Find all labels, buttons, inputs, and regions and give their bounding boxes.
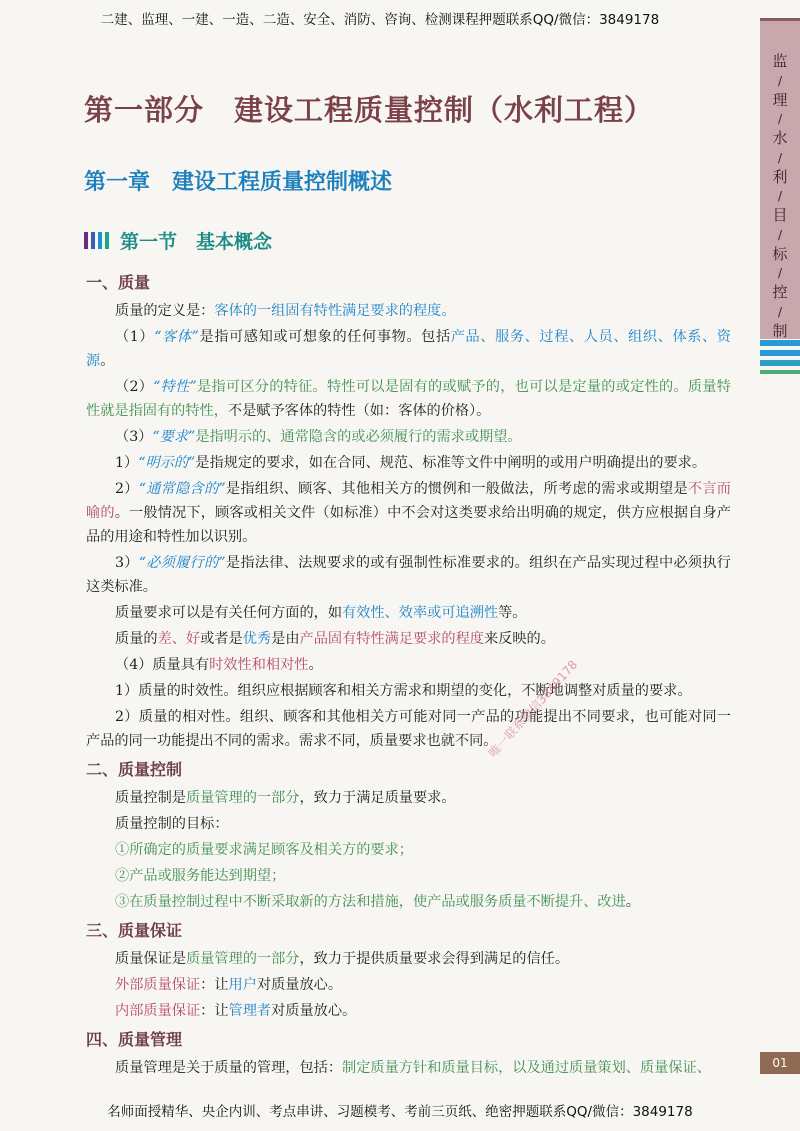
- paragraph: 质量的定义是：客体的一组固有特性满足要求的程度。: [115, 303, 456, 319]
- chapter-title: 第一章 建设工程质量控制概述: [84, 170, 393, 195]
- side-tab-char: /: [777, 189, 783, 203]
- side-tab-char: /: [777, 73, 783, 88]
- watermark-text: 唯一联系微信3849178: [485, 657, 581, 761]
- paragraph: 1）“明示的”是指规定的要求，如在合同、规范、标准等文件中阐明的或用户明确提出的要求。: [115, 455, 707, 471]
- paragraph: 质量控制是质量管理的一部分，致力于满足质量要求。: [115, 790, 456, 806]
- paragraph: 质量管理是关于质量的管理，包括：制定质量方针和质量目标，以及通过质量策划、质量保证、: [115, 1060, 711, 1076]
- paragraph: 内部质量保证：让管理者对质量放心。: [115, 1003, 357, 1019]
- paragraph: ②产品或服务能达到期望；: [115, 868, 286, 884]
- side-tab-label: [760, 49, 800, 343]
- paragraph: 1）质量的时效性。组织应根据顾客和相关方需求和期望的变化，不断地调整对质量的要求。: [115, 683, 692, 699]
- page-body: [86, 266, 731, 1082]
- paragraph: （2）“特性”是指可区分的特征。特性可以是固有的或赋予的，也可以是定量的或定性的。质量特性就是指固有的特性，不是赋予客体的特性（如：客体的价格）。: [86, 379, 731, 419]
- side-tab-char: 目: [772, 206, 788, 224]
- section-title: [84, 227, 272, 254]
- paragraph: （3）“要求”是指明示的、通常隐含的或必须履行的需求或期望。: [115, 429, 522, 445]
- paragraph: ①所确定的质量要求满足顾客及相关方的要求；: [115, 842, 413, 858]
- paragraph: （1）“客体”是指可感知或可想象的任何事物。包括产品、服务、过程、人员、组织、体系、资源。: [86, 329, 731, 369]
- paragraph: 3）“必须履行的”是指法律、法规要求的或有强制性标准要求的。组织在产品实现过程中必须执行这类标准。: [86, 555, 731, 595]
- side-tab-char: 监: [772, 52, 788, 70]
- paragraph: 质量保证是质量管理的一部分，致力于提供质量要求会得到满足的信任。: [115, 951, 570, 967]
- heading-quality-assurance: 三、质量保证: [86, 921, 183, 940]
- part-title: 第一部分 建设工程质量控制（水利工程）: [84, 93, 655, 127]
- side-chapter-tab: [760, 18, 800, 339]
- side-tab-char: /: [777, 304, 783, 319]
- page-number: 01: [760, 1052, 800, 1074]
- side-tab-char: 水: [772, 129, 788, 147]
- side-color-stripes: [760, 340, 800, 378]
- side-tab-char: 标: [772, 244, 788, 263]
- heading-quality: 一、质量: [86, 273, 151, 292]
- side-tab-char: 控: [772, 283, 788, 301]
- paragraph: ③在质量控制过程中不断采取新的方法和措施，使产品或服务质量不断提升、改进。: [115, 894, 640, 910]
- paragraph: 质量要求可以是有关任何方面的，如有效性、效率或可追溯性等。: [115, 605, 527, 621]
- heading-quality-management: 四、质量管理: [86, 1030, 183, 1049]
- side-tab-char: /: [777, 266, 783, 280]
- paragraph: 2）质量的相对性。组织、顾客和其他相关方可能对同一产品的功能提出不同要求，也可能对同一产品的同一功能提出不同的需求。需求不同，质量要求也就不同。: [86, 709, 731, 749]
- section-title-text: 第一节 基本概念: [120, 231, 273, 253]
- paragraph: 质量的差、好或者是优秀是由产品固有特性满足要求的程度来反映的。: [115, 631, 555, 647]
- header-contact-banner: 二建、监理、一建、一造、二造、安全、消防、咨询、检测课程押题联系QQ/微信：3849178: [100, 12, 660, 28]
- footer-contact-banner: 名师面授精华、央企内训、考点串讲、习题模考、考前三页纸、绝密押题联系QQ/微信：3849178: [107, 1104, 693, 1120]
- section-marker-icon: [84, 232, 112, 254]
- side-tab-char: /: [777, 150, 783, 165]
- paragraph: 外部质量保证：让用户对质量放心。: [115, 977, 343, 993]
- side-tab-char: 制: [772, 321, 788, 340]
- heading-quality-control: 二、质量控制: [86, 760, 183, 779]
- paragraph: （4）质量具有时效性和相对性。: [115, 657, 323, 673]
- side-tab-char: 理: [772, 90, 788, 109]
- paragraph: 2）“通常隐含的”是指组织、顾客、其他相关方的惯例和一般做法，所考虑的需求或期望是不言而喻的。一般情况下，顾客或相关文件（如标准）中不会对这类要求给出明确的规定，供方应根据自身产品的用途和特性加以识别。: [86, 481, 731, 545]
- paragraph: 质量控制的目标：: [115, 816, 229, 832]
- side-tab-char: /: [777, 227, 783, 242]
- side-tab-char: 利: [772, 167, 788, 186]
- side-tab-char: /: [777, 112, 783, 126]
